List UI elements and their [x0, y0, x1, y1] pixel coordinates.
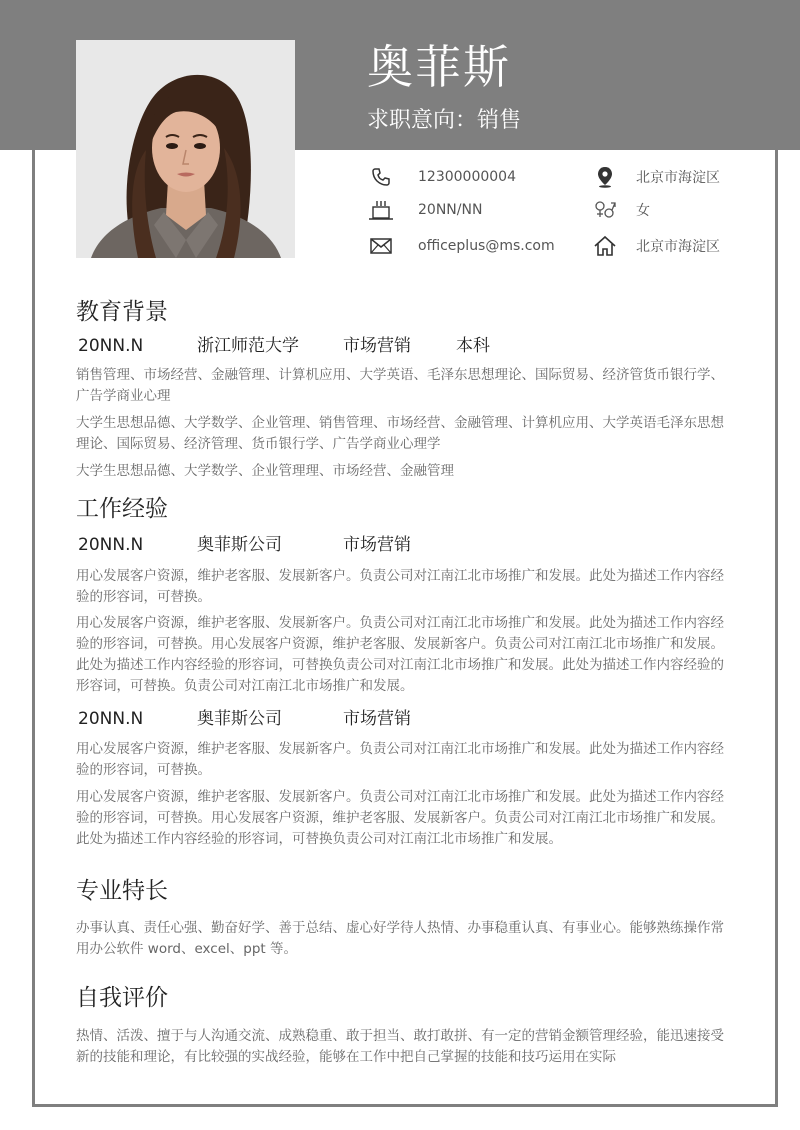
self-evaluation-text: 热情、活泼、擅于与人沟通交流、成熟稳重、敢于担当、敢打敢拼、有一定的营销金额管理经验，能迅速接受新的技能和理论，有比较强的实战经验，能够在工作中把自己掌握的技能和技巧运用在实际	[76, 1028, 724, 1065]
cake-icon	[368, 199, 394, 221]
job-2-desc-1: 用心发展客户资源，维护老客服、发展新客户。负责公司对江南江北市场推广和发展。此处为描述工作内容经验的形容词，可替换。	[76, 741, 724, 778]
home-icon	[592, 235, 618, 257]
email-address: officeplus@ms.com	[418, 238, 555, 254]
education-date: 20NN.N	[78, 336, 144, 356]
self-evaluation-title: 自我评价	[76, 985, 168, 1011]
phone-row	[368, 166, 516, 188]
education-title: 教育背景	[76, 299, 168, 325]
job-2-date: 20NN.N	[78, 709, 144, 729]
address-value: 北京市海淀区	[636, 239, 720, 255]
education-courses-1: 销售管理、市场经营、金融管理、计算机应用、大学英语、毛泽东思想理论、国际贸易、经济管货币银行学、广告学商业心理	[76, 367, 724, 404]
job-1-role: 市场营销	[343, 535, 411, 555]
job-2-header	[78, 711, 411, 728]
education-courses-3: 大学生思想品德、大学数学、企业管理理、市场经营、金融管理	[76, 463, 454, 479]
job-2-company: 奥菲斯公司	[197, 709, 282, 729]
gender-icon	[592, 199, 618, 221]
job-1-desc-2: 用心发展客户资源，维护老客服、发展新客户。负责公司对江南江北市场推广和发展。此处为描述工作内容经验的形容词，可替换。用心发展客户资源，维护老客服、发展新客户。负责公司对江南江北市场推广和发展。此处为描述工作内容经验的形容词，可替换负责公司对江南江北市场推广和发展。此处为描述工作内容经验的形容词，可替换。负责公司对江南江北市场推广和发展。	[76, 615, 724, 694]
education-courses-2: 大学生思想品德、大学数学、企业管理、销售管理、市场经营、金融管理、计算机应用、大学英语毛泽东思想理论、国际贸易、经济管理、货币银行学、广告学商业心理学	[76, 415, 724, 452]
phone-icon	[368, 166, 394, 188]
job-1-date: 20NN.N	[78, 535, 144, 555]
job-2-desc-2: 用心发展客户资源，维护老客服、发展新客户。负责公司对江南江北市场推广和发展。此处为描述工作内容经验的形容词，可替换。用心发展客户资源，维护老客服、发展新客户。负责公司对江南江北市场推广和发展。此处为描述工作内容经验的形容词，可替换负责公司对江南江北市场推广和发展。	[76, 789, 724, 847]
phone-number: 12300000004	[418, 169, 516, 185]
job-objective: 求职意向：销售	[367, 108, 522, 133]
education-major: 市场营销	[343, 336, 411, 356]
mail-icon	[368, 235, 394, 257]
job-2-role: 市场营销	[343, 709, 411, 729]
age-row	[368, 199, 482, 221]
education-header	[78, 338, 490, 355]
education-school: 浙江师范大学	[197, 336, 299, 356]
profile-photo	[76, 40, 295, 258]
location-row	[592, 166, 720, 188]
work-title: 工作经验	[76, 496, 168, 522]
email-row	[368, 235, 555, 257]
location-pin-icon	[592, 166, 618, 188]
location-value: 北京市海淀区	[636, 170, 720, 186]
education-degree: 本科	[456, 336, 490, 356]
job-1-desc-1: 用心发展客户资源，维护老客服、发展新客户。负责公司对江南江北市场推广和发展。此处为描述工作内容经验的形容词，可替换。	[76, 568, 724, 605]
skills-title: 专业特长	[76, 878, 168, 904]
age-value: 20NN/NN	[418, 202, 483, 218]
gender-value: 女	[636, 203, 650, 219]
skills-text: 办事认真、责任心强、勤奋好学、善于总结、虚心好学待人热情、办事稳重认真、有事业心。能够熟练操作常用办公软件 word、excel、ppt 等。	[76, 920, 724, 957]
gender-row	[592, 199, 650, 221]
job-1-header	[78, 537, 411, 554]
address-row	[592, 235, 720, 257]
candidate-name: 奥菲斯	[367, 40, 511, 94]
job-1-company: 奥菲斯公司	[197, 535, 282, 555]
